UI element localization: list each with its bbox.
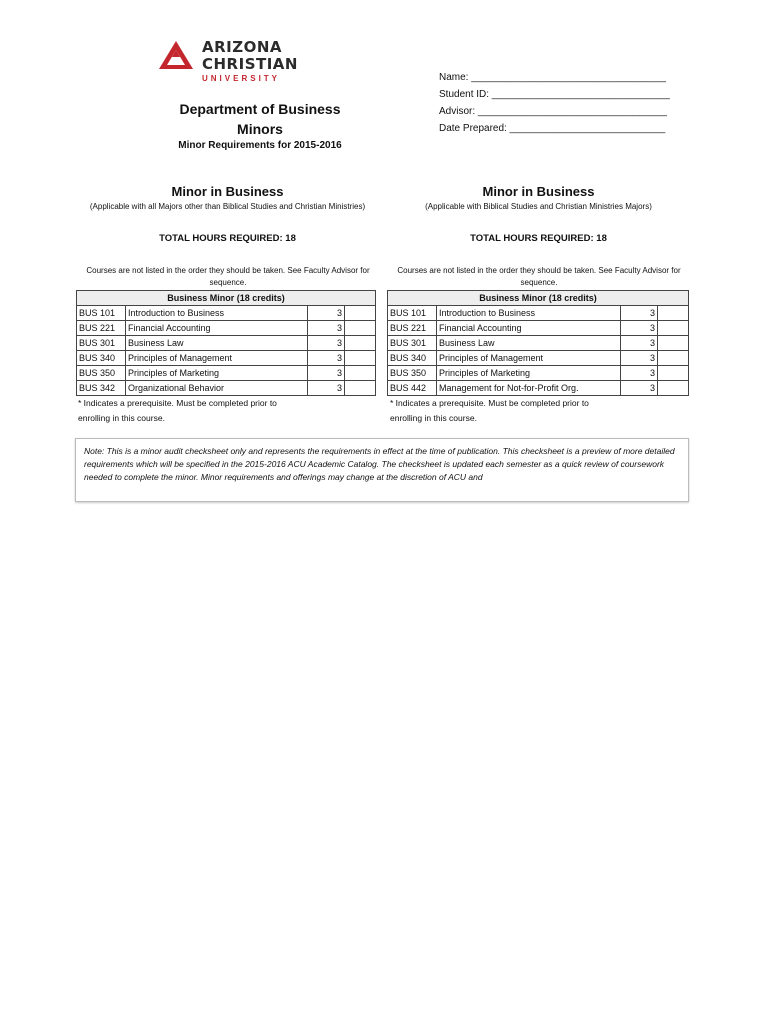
grade-cell[interactable]	[345, 321, 376, 336]
grade-cell[interactable]	[658, 306, 689, 321]
course-credits: 3	[308, 321, 345, 336]
course-name: Organizational Behavior	[126, 381, 308, 396]
course-code: BUS 301	[388, 336, 437, 351]
course-credits: 3	[308, 306, 345, 321]
grade-cell[interactable]	[345, 306, 376, 321]
logo-mark-icon	[158, 40, 194, 70]
course-name: Principles of Management	[126, 351, 308, 366]
course-credits: 3	[621, 321, 658, 336]
left-table-header: Business Minor (18 credits)	[77, 291, 376, 306]
table-row	[388, 306, 689, 321]
right-prereq-line1: * Indicates a prerequisite. Must be completed prior to	[390, 398, 589, 408]
course-code: BUS 101	[77, 306, 126, 321]
course-code: BUS 221	[388, 321, 437, 336]
table-row	[388, 321, 689, 336]
left-order-note: Courses are not listed in the order they should be taken. See Faculty Advisor for sequence.	[86, 266, 370, 287]
grade-cell[interactable]	[658, 351, 689, 366]
course-credits: 3	[308, 381, 345, 396]
table-row	[77, 381, 376, 396]
course-code: BUS 340	[77, 351, 126, 366]
name-field[interactable]: Name: ___________________________________	[439, 72, 666, 83]
grade-cell[interactable]	[658, 321, 689, 336]
table-row	[388, 366, 689, 381]
note-text: Note: This is a minor audit checksheet only and represents the requirements in effect at the time of publication. This checksheet is a preview of more detailed requirements which will be specified in the 2015-2016 ACU Academic Catalog. The checksheet is updated each semester as a quick review of coursework needed to complete the minor. Minor requirements and offerings may change at the discretion of ACU and	[84, 446, 675, 482]
course-credits: 3	[308, 336, 345, 351]
department-subtitle: Minors	[237, 121, 283, 137]
right-minor-title: Minor in Business	[482, 184, 595, 199]
right-prereq-line2: enrolling in this course.	[390, 413, 477, 423]
course-credits: 3	[621, 351, 658, 366]
grade-cell[interactable]	[345, 351, 376, 366]
course-name: Business Law	[126, 336, 308, 351]
left-minor-title: Minor in Business	[171, 184, 284, 199]
course-code: BUS 301	[77, 336, 126, 351]
left-total-hours: TOTAL HOURS REQUIRED: 18	[159, 233, 296, 244]
course-name: Introduction to Business	[437, 306, 621, 321]
course-name: Principles of Marketing	[126, 366, 308, 381]
note-box	[75, 438, 689, 502]
course-code: BUS 342	[77, 381, 126, 396]
course-name: Principles of Marketing	[437, 366, 621, 381]
course-code: BUS 221	[77, 321, 126, 336]
course-credits: 3	[621, 381, 658, 396]
course-name: Introduction to Business	[126, 306, 308, 321]
left-course-table	[76, 290, 376, 396]
right-course-table	[387, 290, 689, 396]
grade-cell[interactable]	[658, 381, 689, 396]
grade-cell[interactable]	[345, 366, 376, 381]
table-row	[388, 381, 689, 396]
course-credits: 3	[621, 366, 658, 381]
right-table-header: Business Minor (18 credits)	[388, 291, 689, 306]
advisor-field[interactable]: Advisor: __________________________________	[439, 106, 667, 117]
course-code: BUS 340	[388, 351, 437, 366]
course-name: Financial Accounting	[126, 321, 308, 336]
grade-cell[interactable]	[345, 336, 376, 351]
grade-cell[interactable]	[658, 336, 689, 351]
date-prepared-field[interactable]: Date Prepared: ____________________________	[439, 123, 666, 134]
course-code: BUS 350	[388, 366, 437, 381]
course-name: Principles of Management	[437, 351, 621, 366]
table-row	[388, 351, 689, 366]
requirements-year: Minor Requirements for 2015-2016	[178, 140, 342, 151]
department-title: Department of Business	[179, 101, 341, 117]
course-credits: 3	[621, 306, 658, 321]
logo-text-line3: UNIVERSITY	[202, 74, 281, 83]
course-name: Business Law	[437, 336, 621, 351]
table-row	[77, 306, 376, 321]
grade-cell[interactable]	[345, 381, 376, 396]
left-prereq-line1: * Indicates a prerequisite. Must be completed prior to	[78, 398, 277, 408]
course-code: BUS 442	[388, 381, 437, 396]
left-applicability: (Applicable with all Majors other than Biblical Studies and Christian Ministries)	[89, 202, 366, 211]
course-code: BUS 101	[388, 306, 437, 321]
table-row	[77, 336, 376, 351]
table-row	[77, 351, 376, 366]
logo-text-line1: ARIZONA	[202, 38, 283, 56]
right-total-hours: TOTAL HOURS REQUIRED: 18	[470, 233, 607, 244]
logo-text-line2: CHRISTIAN	[202, 55, 298, 73]
university-logo	[158, 40, 308, 84]
course-code: BUS 350	[77, 366, 126, 381]
grade-cell[interactable]	[658, 366, 689, 381]
student-id-field[interactable]: Student ID: ________________________________	[439, 89, 670, 100]
table-row	[77, 321, 376, 336]
course-credits: 3	[621, 336, 658, 351]
course-name: Management for Not-for-Profit Org.	[437, 381, 621, 396]
right-applicability: (Applicable with Biblical Studies and Christian Ministries Majors)	[425, 202, 652, 211]
course-name: Financial Accounting	[437, 321, 621, 336]
right-order-note: Courses are not listed in the order they should be taken. See Faculty Advisor for sequence.	[397, 266, 681, 287]
table-row	[388, 336, 689, 351]
course-credits: 3	[308, 366, 345, 381]
course-credits: 3	[308, 351, 345, 366]
table-row	[77, 366, 376, 381]
left-prereq-line2: enrolling in this course.	[78, 413, 165, 423]
